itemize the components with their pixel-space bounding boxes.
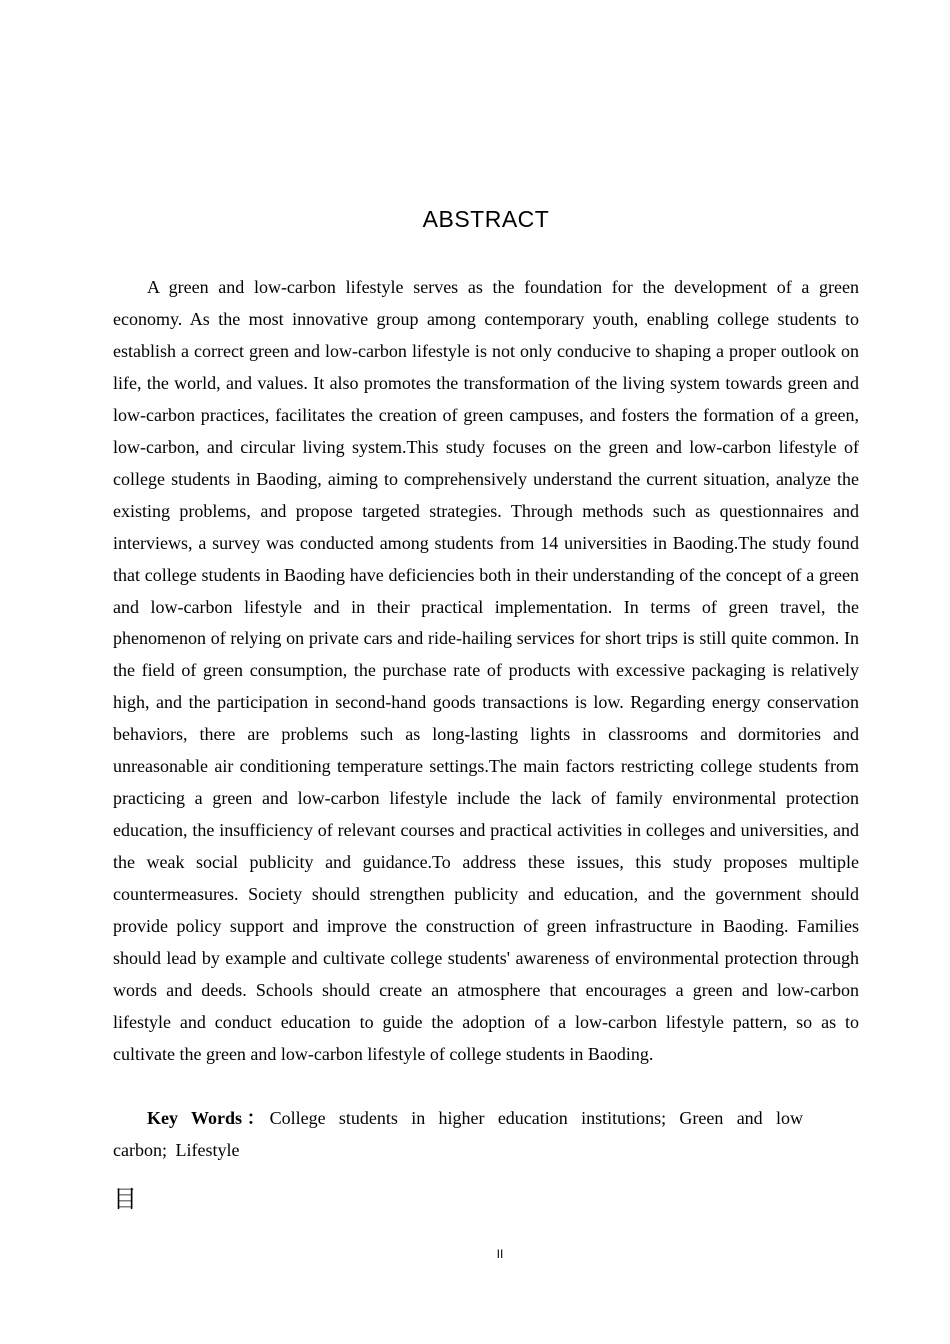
- keywords-paragraph: [113, 1102, 803, 1166]
- page-number: II: [496, 1247, 504, 1261]
- abstract-body: A green and low-carbon lifestyle serves as the foundation for the development of a green economy. As the most innovative group among contemporary youth, enabling college students to establish a correct green and low-carbon lifestyle is not only conducive to shaping a proper outlook on life, the world, and values. It also promotes the transformation of the living system towards green and low-carbon practices, facilitates the creation of green campuses, and fosters the formation of a green, low-carbon, and circular living system.This study focuses on the green and low-carbon lifestyle of college students in Baoding, aiming to comprehensively understand the current situation, analyze the existing problems, and propose targeted strategies. Through methods such as questionnaires and interviews, a survey was conducted among students from 14 universities in Baoding.The study found that college students in Baoding have deficiencies both in their understanding of the concept of a green and low-carbon lifestyle and in their practical implementation. In terms of green travel, the phenomenon of relying on private cars and ride-hailing services for short trips is still quite common. In the field of green consumption, the purchase rate of products with excessive packaging is relatively high, and the participation in second-hand goods transactions is low. Regarding energy conservation behaviors, there are problems such as long-lasting lights in classrooms and dormitories and unreasonable air conditioning temperature settings.The main factors restricting college students from practicing a green and low-carbon lifestyle include the lack of family environmental protection education, the insufficiency of relevant courses and practical activities in colleges and universities, and the weak social publicity and guidance.To address these issues, this study proposes multiple countermeasures. Society should strengthen publicity and education, and the government should provide policy support and improve the construction of green infrastructure in Baoding. Families should lead by example and cultivate college students' awareness of environmental protection through words and deeds. Schools should create an atmosphere that encourages a green and low-carbon lifestyle and conduct education to guide the adoption of a low-carbon lifestyle pattern, so as to cultivate the green and low-carbon lifestyle of college students in Baoding.: [113, 277, 859, 1064]
- keywords-text: College students in higher education institutions; Green and low carbon; Lifestyle: [113, 1108, 803, 1160]
- abstract-title: ABSTRACT: [422, 206, 550, 232]
- keywords-label: Key Words：: [147, 1108, 270, 1128]
- toc-heading-fragment: 目: [113, 1185, 137, 1213]
